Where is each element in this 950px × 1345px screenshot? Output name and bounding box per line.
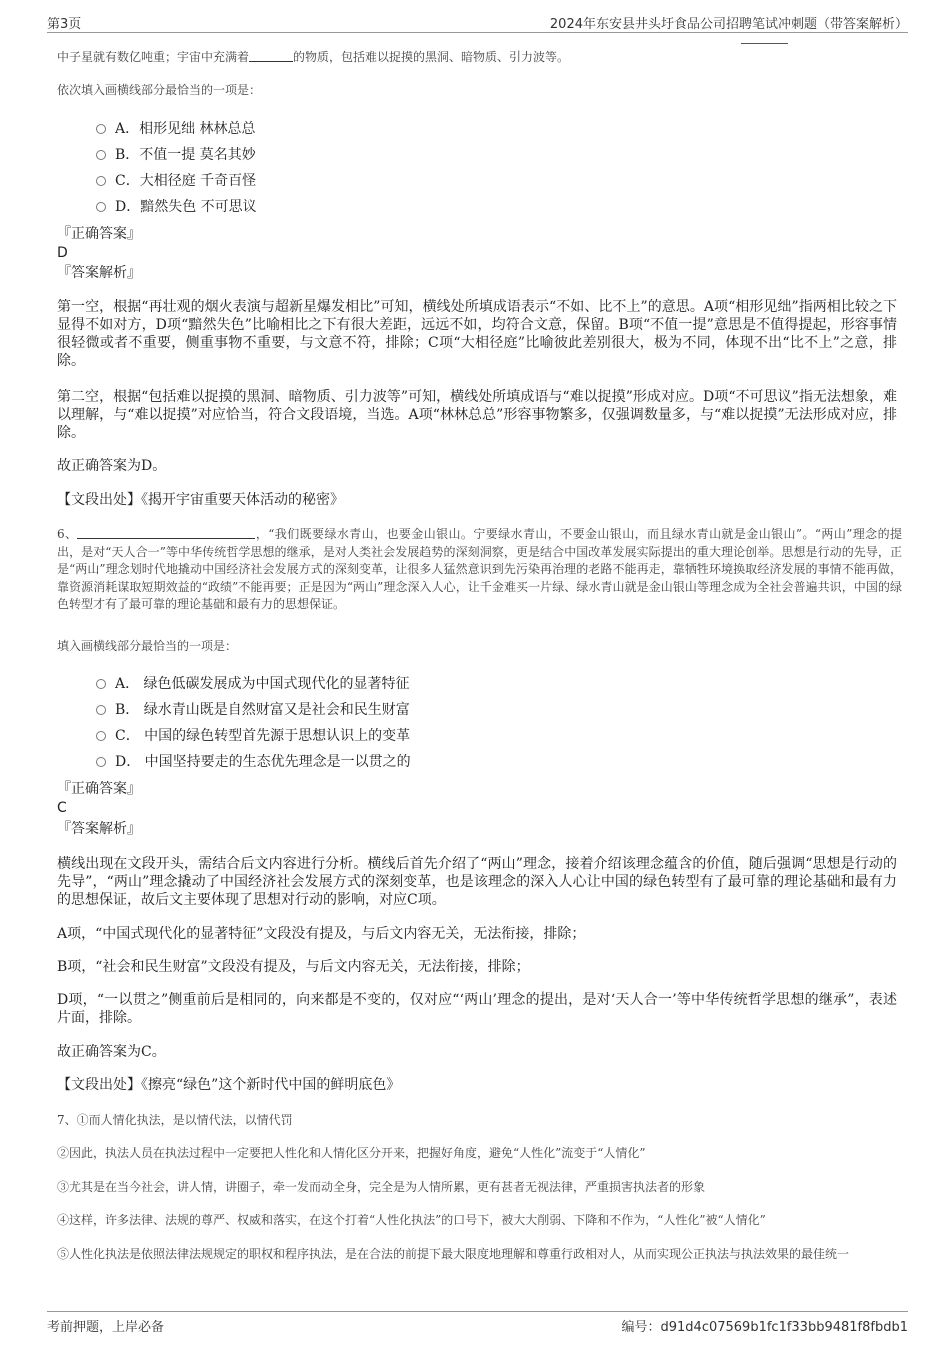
q6-analysis-p2: A项，“中国式现代化的显著特征”文段没有提及，与后文内容无关，无法衔接，排除；: [57, 926, 586, 942]
q5-option-d[interactable]: D．黯然失色 不可思议: [96, 197, 257, 217]
radio-icon[interactable]: [96, 679, 106, 689]
q5-prompt: 依次填入画横线部分最恰当的一项是：: [57, 83, 262, 97]
radio-icon[interactable]: [96, 731, 106, 741]
q5-option-b[interactable]: B．不值一提 莫名其妙: [96, 145, 256, 165]
q5-source: 【文段出处】《揭开宇宙重要天体活动的秘密》: [57, 492, 344, 508]
q5-option-a[interactable]: A．相形见绌 林林总总: [96, 119, 256, 139]
q5-answer: D: [57, 245, 68, 261]
q6-analysis-p3: B项，“社会和民生财富”文段没有提及，与后文内容无关，无法衔接，排除；: [57, 959, 530, 975]
q6-prompt: 填入画横线部分最恰当的一项是：: [57, 639, 238, 653]
q7-item-1: 7、①而人情化执法，是以情代法，以情代罚: [57, 1113, 293, 1127]
q6-option-d[interactable]: D． 中国坚持要走的生态优先理念是一以贯之的: [96, 752, 411, 772]
q6-option-a[interactable]: A． 绿色低碳发展成为中国式现代化的显著特征: [96, 674, 410, 694]
q6-analysis-p1: 横线出现在文段开头，需结合后文内容进行分析。横线后首先介绍了“两山”理念，接着介绍该理念蕴含的价值，随后强调“思想是行动的先导”，“两山”理念撬动了中国经济社会发展方式的深刻变革，也是该理念的深入人心让中国的绿色转型有了最可靠的理论基础和最有力的思想保证，故后文主要体现了思想对行动的影响，对应C项。: [57, 856, 897, 908]
q6-source: 【文段出处】《擦亮“绿色”这个新时代中国的鲜明底色》: [57, 1077, 401, 1093]
radio-icon[interactable]: [96, 202, 106, 212]
q5-stem-tail: 中子星就有数亿吨重；宇宙中充满着 的物质，包括难以捉摸的黑洞、暗物质、引力波等。: [57, 50, 570, 64]
q5-analysis-p1: 第一空，根据“再壮观的烟火表演与超新星爆发相比”可知，横线处所填成语表示“不如、比不上”的意思。A项“相形见绌”指两相比较之下显得不如对方，D项“黯然失色”比喻相比之下有很大差距，远远不如，均符合文意，保留。B项“不值一提”意思是不值得提起，形容事情很轻微或者不重要，侧重事物不重要，与文意不符，排除；C项“大相径庭”比喻彼此差别很大，极为不同，体现不出“比不上”之意，排除。: [57, 299, 897, 369]
page-number: 第3页: [47, 17, 82, 32]
q5-answer-label: 『正确答案』: [57, 226, 141, 242]
q5-analysis-p2: 第二空，根据“包括难以捉摸的黑洞、暗物质、引力波等”可知，横线处所填成语与“难以捉摸”形成对应。D项“不可思议”指无法想象，难以理解，与“难以捉摸”对应恰当，符合文段语境，当选。A项“林林总总”形容事物繁多，仅强调数量多，与“难以捉摸”无法形成对应，排除。: [57, 389, 897, 441]
fill-blank: [77, 526, 255, 539]
q6-answer: C: [57, 800, 67, 816]
q5-analysis-p3: 故正确答案为D。: [57, 458, 167, 474]
radio-icon[interactable]: [96, 124, 106, 134]
radio-icon[interactable]: [96, 150, 106, 160]
document-id: 编号：d91d4c07569b1fc1f33bb9481f8fbdb1: [621, 1320, 908, 1335]
q6-option-c[interactable]: C． 中国的绿色转型首先源于思想认识上的变革: [96, 726, 410, 746]
radio-icon[interactable]: [96, 176, 106, 186]
fill-blank: [249, 49, 293, 62]
page-header: [47, 8, 908, 33]
q7-item-5: ⑤人性化执法是依照法律法规规定的职权和程序执法，是在合法的前提下最大限度地理解和尊重行政相对人，从而实现公正执法与执法效果的最佳统一: [57, 1247, 850, 1261]
footer-slogan: 考前押题，上岸必备: [47, 1320, 165, 1335]
q6-analysis-p5: 故正确答案为C。: [57, 1044, 166, 1060]
q7-item-3: ③尤其是在当今社会，讲人情，讲圈子，牵一发而动全身，完全是为人情所累，更有甚者无视法律，严重损害执法者的形象: [57, 1180, 706, 1194]
radio-icon[interactable]: [96, 757, 106, 767]
page-footer: [47, 1311, 908, 1334]
q7-item-2: ②因此，执法人员在执法过程中一定要把人性化和人情化区分开来，把握好角度，避免“人性化”流变于“人情化”: [57, 1146, 646, 1160]
q6-analysis-p4: D项，“一以贯之”侧重前后是相同的，向来都是不变的，仅对应“‘两山’理念的提出，是对‘天人合一’等中华传统哲学思想的继承”，表述片面，排除。: [57, 992, 897, 1026]
q6-analysis-label: 『答案解析』: [57, 821, 141, 837]
radio-icon[interactable]: [96, 705, 106, 715]
q6-option-b[interactable]: B． 绿水青山既是自然财富又是社会和民生财富: [96, 700, 410, 720]
q6-answer-label: 『正确答案』: [57, 781, 141, 797]
q5-option-c[interactable]: C．大相径庭 千奇百怪: [96, 171, 256, 191]
header-underline: [741, 43, 788, 44]
q7-item-4: ④这样，许多法律、法规的尊严、权威和落实，在这个打着“人性化执法”的口号下，被大大削弱、下降和不作为，“人性化”被“人情化”: [57, 1213, 766, 1227]
document-title: 2024年东安县井头圩食品公司招聘笔试冲刺题（带答案解析）: [549, 17, 908, 32]
q6-stem: 6、 ，“我们既要绿水青山，也要金山银山。宁要绿水青山，不要金山银山，而且绿水青山就是金山银山”。“两山”理念的提出，是对“天人合一”等中华传统哲学思想的继承，是对人类社会发展趋势的深刻洞察，更是结合中国改革发展实际提出的重大理论创举。思想是行动的先导，正是“两山”理念划时代地撬动中国经济社会发展方式的深刻变革，让很多人猛然意识到先污染再治理的老路不能再走，靠牺牲环境换取经济发展的事情不能再做，靠资源消耗谋取短期效益的“政绩”不能再要；正是因为“两山”理念深入人心，让千金难买一片绿、绿水青山就是金山银山等理念成为全社会普遍共识，中国的绿色转型才有了最可靠的理论基础和最有力的思想保证。: [57, 527, 902, 611]
q5-analysis-label: 『答案解析』: [57, 265, 141, 281]
